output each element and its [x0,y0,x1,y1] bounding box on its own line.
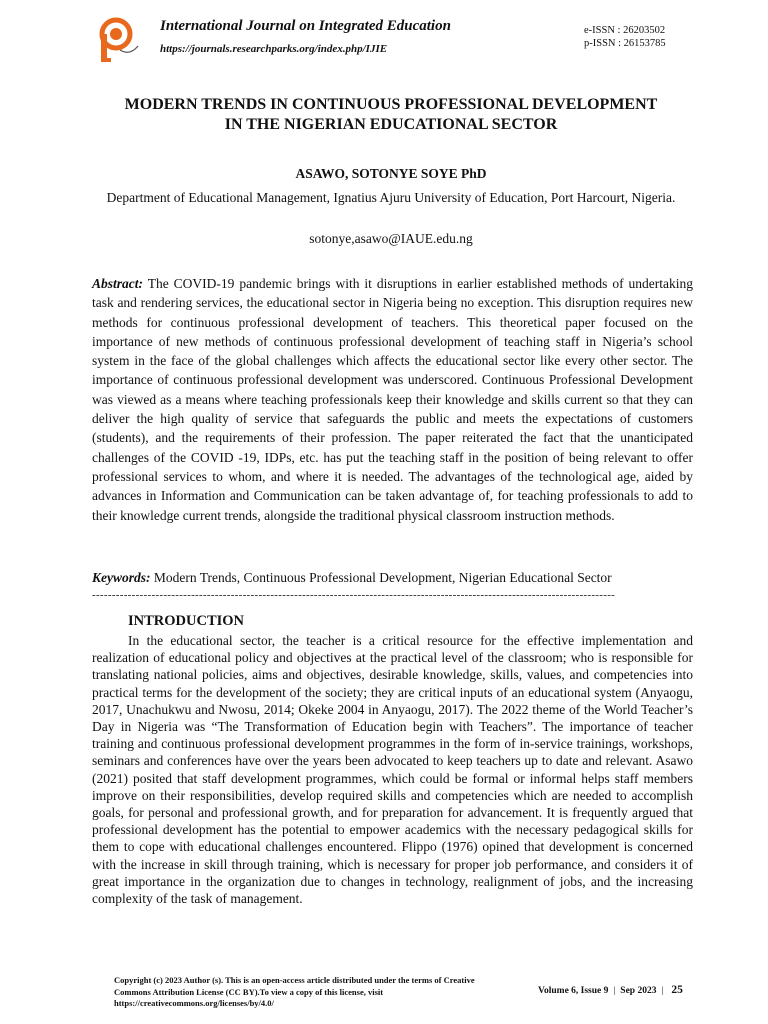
volume-issue: Volume 6, Issue 9 [538,986,609,996]
page-number: 25 [671,984,683,996]
journal-name: International Journal on Integrated Education [160,18,451,34]
pissn: p-ISSN : 26153785 [584,37,666,49]
copyright-notice: Copyright (c) 2023 Author (s). This is an open-access article distributed under the terms of Creative Commons Attribution License (CC BY).To view a copy of this license, visit https://creativecommons.org/licenses/by/4.0/ [114,975,475,1008]
issue-date: Sep 2023 [620,986,657,996]
eissn: e-ISSN : 26203502 [584,25,666,36]
author-affiliation: Department of Educational Management, Ignatius Ajuru University of Education, Port Harcourt, Nigeria. [106,190,676,205]
author-email[interactable]: sotonye,asawo@IAUE.edu.ng [309,231,473,246]
section-divider: ------------------------------------------------------------------------------------------------------------------------------------ [92,589,616,601]
keywords-label: Keywords: [92,570,151,585]
author-name: ASAWO, SOTONYE SOYE PhD [295,166,487,181]
page-info [538,984,683,996]
separator-1: | [613,986,616,996]
issn-block [584,25,666,50]
keywords [92,570,693,586]
abstract [92,274,693,525]
abstract-label: Abstract: [92,276,144,291]
introduction-heading: INTRODUCTION [128,613,245,629]
title-line-1: MODERN TRENDS IN CONTINUOUS PROFESSIONAL DEVELOPMENT [124,96,658,113]
journal-logo [96,16,140,66]
paper-title [60,95,722,135]
introduction-text: In the educational sector, the teacher is a critical resource for the effective implementation and realization of educational policy and objectives at the practical level of the classroom; who is responsible for translating national policies, aims and objectives, desirable knowledge, skills, values, and competencies into practical terms for the development of the society; they are critical inputs of an educational system (Anyaogu, 2017, Unachukwu and Nwosu, 2014; Okeke 2004 in Anyaogu, 2017). The 2022 theme of the World Teacher’s Day in Nigeria was “The Transformation of Education begin with Teachers”. The importance of teacher training and continuous professional development programmes in the form of in-service trainings, workshops, seminars and conferences have over the years been advocated to keep teachers up to date and relevant. Asawo (2021) posited that staff development programmes, which could be formal or informal helps staff members improve on their responsibilities, develop required skills and competencies which are needed to accomplish goals, for personal and professional growth, and for preparation for advancement. It is frequently argued that professional development has the potential to empower academics with the necessary pedagogical skills for them to cope with educational challenges encountered. Flippo (1976) opined that development is concerned with the increase in skill through training, which is necessary for proper job performance, and considers it of great importance in the organization due to changes in technology, realignment of jobs, and the increasing complexity of the task of management. [92,633,693,907]
separator-2: | [661,986,664,996]
introduction-body [92,632,693,907]
title-line-2: IN THE NIGERIAN EDUCATIONAL SECTOR [224,116,558,133]
keywords-text: Modern Trends, Continuous Professional Development, Nigerian Educational Sector [153,570,612,585]
abstract-text: The COVID-19 pandemic brings with it disruptions in earlier established methods of undertaking task and rendering services, the educational sector in Nigeria being no exception. This disruption requires new methods for continuous professional development of teachers. This theoretical paper focused on the importance of new methods of continuous professional development of teaching staff in Nigeria’s school system in the face of the global challenges which affects the educational sector like every other sector. The importance of continuous professional development was underscored. Continuous Professional Development was viewed as a means where teaching professionals keep their knowledge and skills current so that they can deliver the high quality of service that safeguards the public and meets the expectations of customers (students), and the requirements of their profession. The paper reiterated the fact that the unanticipated challenges of the COVID -19, IDPs, etc. has put the teaching staff in the position of being relevant to offer professional services to whom, and where it is needed. The advantages of the technological age, aided by advances in Information and Communication can be taken advantage of, for teaching professionals to add to their knowledge current trends, alongside the traditional physical classroom instruction methods. [92,276,693,523]
journal-url[interactable]: https://journals.researchparks.org/index.php/IJIE [160,43,388,55]
